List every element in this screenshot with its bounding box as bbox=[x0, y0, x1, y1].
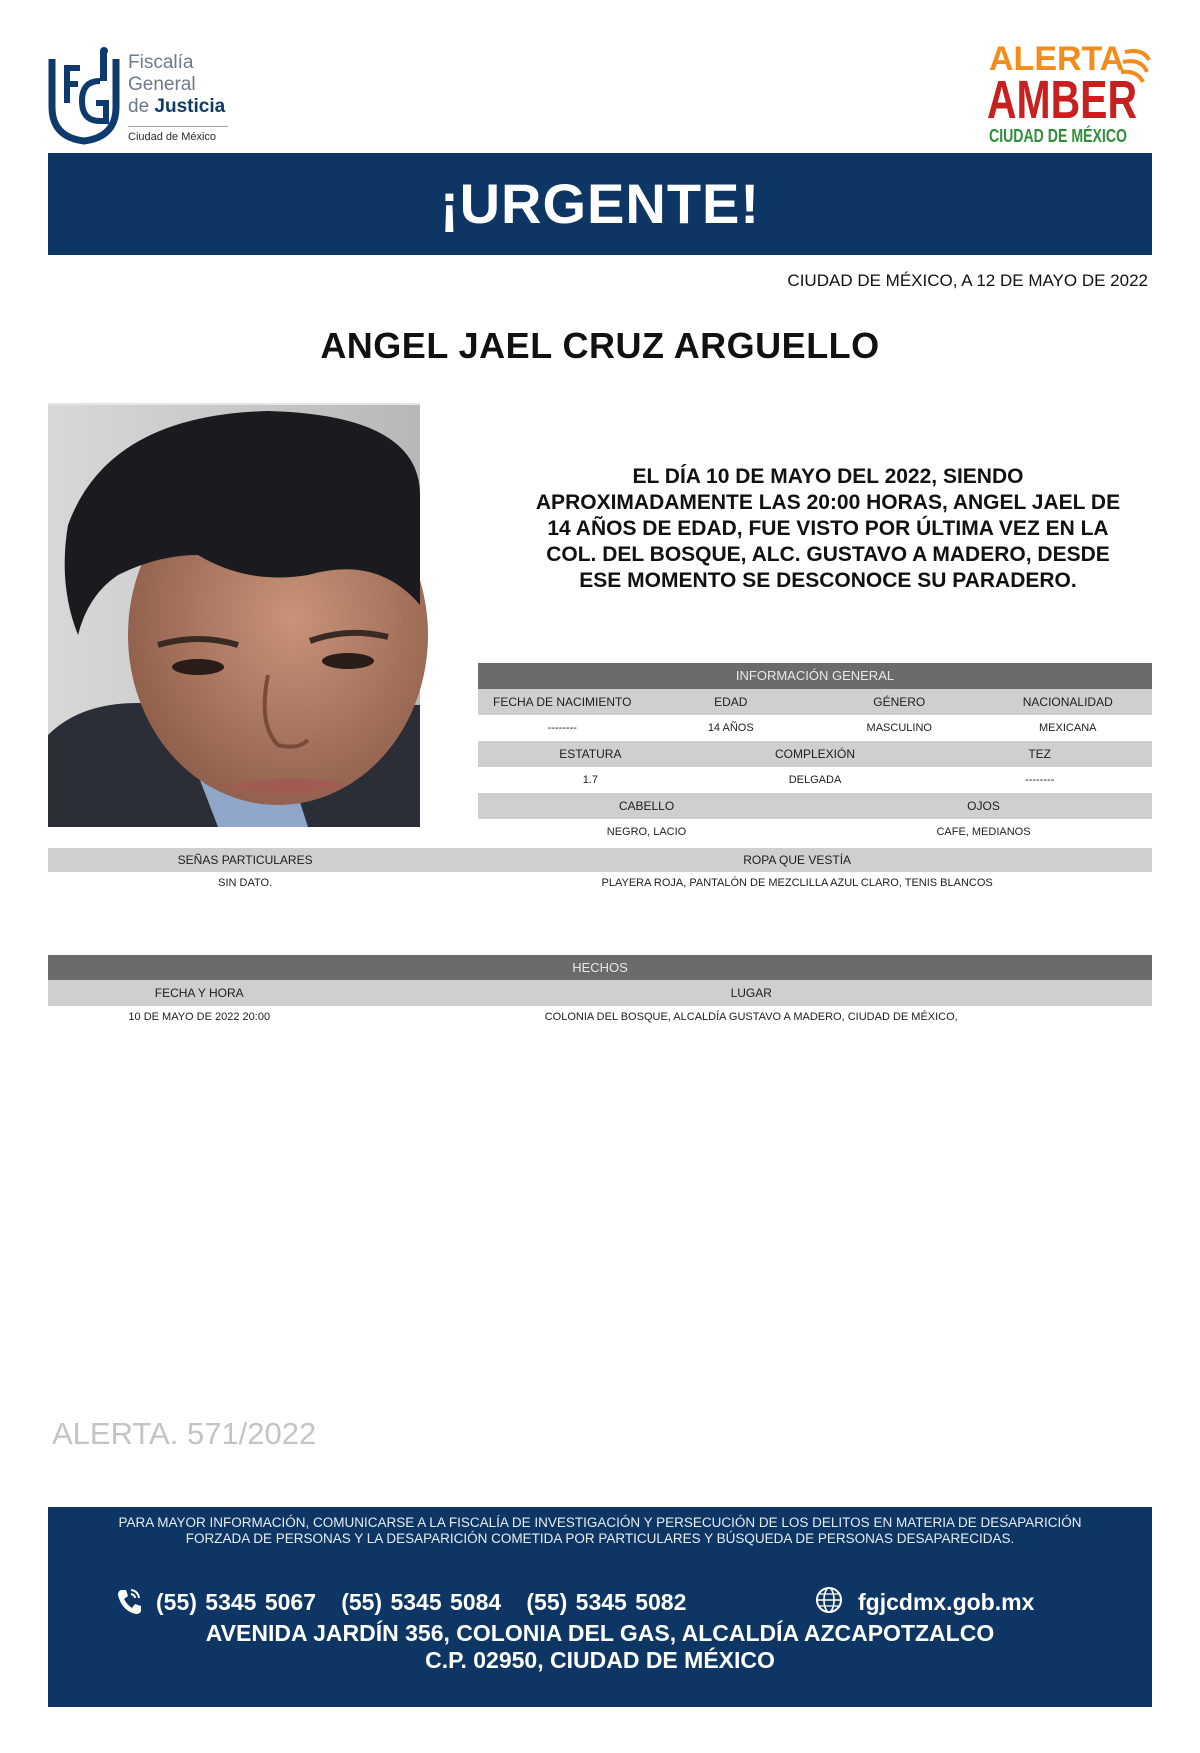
agency-line2: General bbox=[128, 74, 196, 95]
value-ropa-que-vestia: PLAYERA ROJA, PANTALÓN DE MEZCLILLA AZUL CLARO, TENIS BLANCOS bbox=[601, 877, 993, 889]
narrative bbox=[488, 464, 1168, 594]
globe-icon bbox=[814, 1585, 844, 1615]
info-row2-values bbox=[478, 767, 1152, 793]
header-complexion: COMPLEXIÓN bbox=[775, 747, 856, 761]
header-nacionalidad: NACIONALIDAD bbox=[1022, 695, 1113, 709]
header-fecha-hora: FECHA Y HORA bbox=[154, 986, 244, 1000]
hechos-table bbox=[48, 955, 1152, 1028]
person-name: ANGEL JAEL CRUZ ARGUELLO bbox=[320, 325, 880, 366]
amber-logo-line1: ALERTA bbox=[989, 40, 1125, 78]
senas-headers bbox=[48, 848, 1152, 872]
website-link[interactable]: fgjcdmx.gob.mx bbox=[858, 1589, 1035, 1615]
phone-numbers bbox=[156, 1587, 686, 1617]
contact-row bbox=[48, 1587, 1152, 1617]
phone-icon bbox=[116, 1587, 142, 1615]
info-row3-headers bbox=[478, 793, 1152, 819]
value-genero: MASCULINO bbox=[866, 722, 932, 734]
value-fecha-nacimiento: -------- bbox=[547, 722, 577, 734]
value-nacionalidad: MEXICANA bbox=[1039, 722, 1097, 734]
missing-person-photo bbox=[48, 405, 420, 827]
agency-line3-prefix: de bbox=[128, 96, 150, 117]
header-estatura: ESTATURA bbox=[559, 747, 622, 761]
info-general-table bbox=[478, 663, 1152, 845]
header-senas-particulares: SEÑAS PARTICULARES bbox=[177, 853, 313, 867]
urgent-title: ¡URGENTE! bbox=[439, 172, 761, 235]
footer-contact bbox=[48, 1507, 1152, 1707]
narrative-line: APROXIMADAMENTE LAS 20:00 HORAS, ANGEL JAEL DE bbox=[535, 491, 1121, 514]
value-estatura: 1.7 bbox=[582, 774, 598, 786]
hechos-values bbox=[48, 1006, 1152, 1028]
header-cabello: CABELLO bbox=[618, 799, 675, 813]
fgj-logo-icon bbox=[46, 45, 124, 145]
hechos-title: HECHOS bbox=[48, 955, 1152, 980]
narrative-line: EL DÍA 10 DE MAYO DEL 2022, SIENDO bbox=[632, 465, 1024, 488]
alert-id: ALERTA. 571/2022 bbox=[52, 1416, 317, 1451]
address-line1: AVENIDA JARDÍN 356, COLONIA DEL GAS, ALCALDÍA AZCAPOTZALCO bbox=[205, 1620, 995, 1646]
value-complexion: DELGADA bbox=[788, 774, 842, 786]
senas-ropa-table bbox=[48, 848, 1152, 894]
agency-city: Ciudad de México bbox=[128, 131, 217, 143]
agency-name bbox=[128, 52, 228, 143]
narrative-line: ESE MOMENTO SE DESCONOCE SU PARADERO. bbox=[579, 569, 1077, 592]
portrait-image bbox=[48, 405, 420, 827]
agency-line3-strong: Justicia bbox=[154, 96, 226, 117]
urgent-banner bbox=[48, 153, 1152, 255]
header-edad: EDAD bbox=[714, 695, 748, 709]
alerta-amber-logo bbox=[985, 38, 1166, 148]
header-genero: GÉNERO bbox=[873, 695, 926, 709]
header-tez: TEZ bbox=[1028, 747, 1052, 761]
narrative-line: COL. DEL BOSQUE, ALC. GUSTAVO A MADERO, DESDE bbox=[546, 543, 1110, 566]
senas-values bbox=[48, 872, 1152, 894]
value-senas-particulares: SIN DATO. bbox=[218, 877, 273, 889]
agency-line1: Fiscalía bbox=[128, 52, 194, 73]
info-general-title: INFORMACIÓN GENERAL bbox=[478, 663, 1152, 689]
amber-logo-line3: CIUDAD DE MÉXICO bbox=[989, 126, 1166, 146]
footer-note-line1: PARA MAYOR INFORMACIÓN, COMUNICARSE A LA FISCALÍA DE INVESTIGACIÓN Y PERSECUCIÓN DE LOS DELITOS EN MATERIA DE DESAPARICIÓN bbox=[118, 1515, 1082, 1530]
phone-number[interactable]: (55) 5345 5067 bbox=[156, 1589, 317, 1615]
place-date: CIUDAD DE MÉXICO, A 12 DE MAYO DE 2022 bbox=[787, 271, 1148, 290]
footer-note bbox=[68, 1515, 1132, 1547]
amber-logo-line2: AMBER bbox=[987, 70, 1137, 130]
phone-number[interactable]: (55) 5345 5084 bbox=[341, 1589, 502, 1615]
header-ropa-que-vestia: ROPA QUE VESTÍA bbox=[743, 853, 852, 867]
value-cabello: NEGRO, LACIO bbox=[606, 826, 687, 838]
hechos-headers bbox=[48, 980, 1152, 1006]
value-ojos: CAFE, MEDIANOS bbox=[936, 826, 1031, 838]
agency-divider bbox=[128, 126, 228, 127]
header-ojos: OJOS bbox=[967, 799, 1000, 813]
info-row2-headers bbox=[478, 741, 1152, 767]
phone-number[interactable]: (55) 5345 5082 bbox=[526, 1589, 687, 1615]
value-edad: 14 AÑOS bbox=[707, 722, 754, 734]
address-line2: C.P. 02950, CIUDAD DE MÉXICO bbox=[425, 1647, 775, 1673]
value-lugar: COLONIA DEL BOSQUE, ALCALDÍA GUSTAVO A MADERO, CIUDAD DE MÉXICO, bbox=[544, 1011, 958, 1023]
value-tez: -------- bbox=[1025, 774, 1055, 786]
header-lugar: LUGAR bbox=[730, 986, 772, 1000]
info-row1-values bbox=[478, 715, 1152, 741]
info-row1-headers bbox=[478, 689, 1152, 715]
value-fecha-hora: 10 DE MAYO DE 2022 20:00 bbox=[128, 1011, 271, 1023]
header-fecha-nacimiento: FECHA DE NACIMIENTO bbox=[493, 695, 632, 709]
agency-line3 bbox=[128, 96, 228, 118]
footer-note-line2: FORZADA DE PERSONAS Y LA DESAPARICIÓN COMETIDA POR PARTICULARES Y BÚSQUEDA DE PERSONAS DESAPARECIDAS. bbox=[185, 1531, 1015, 1546]
info-row3-values bbox=[478, 819, 1152, 845]
narrative-line: 14 AÑOS DE EDAD, FUE VISTO POR ÚLTIMA VEZ EN LA bbox=[547, 517, 1109, 540]
